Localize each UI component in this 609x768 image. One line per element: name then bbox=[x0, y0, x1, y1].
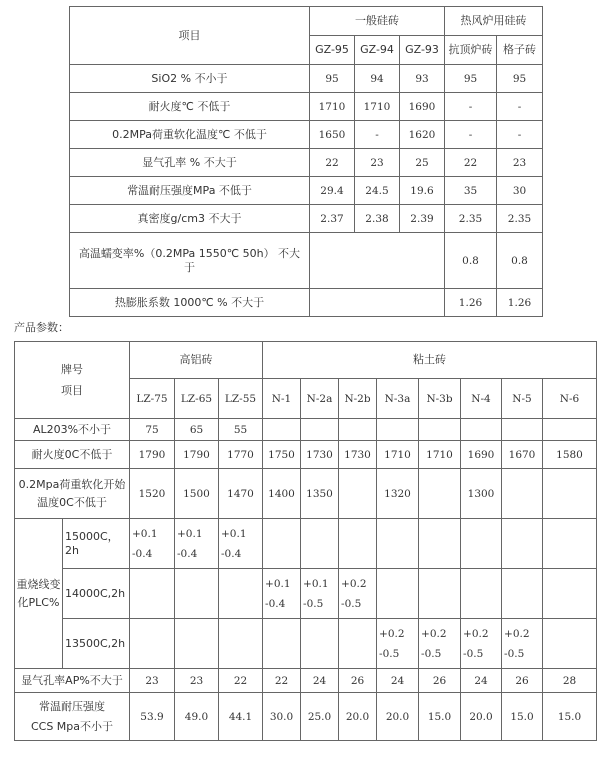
cell: 1320 bbox=[377, 469, 419, 519]
empty-cell bbox=[310, 289, 445, 317]
empty-cell bbox=[502, 469, 543, 519]
table-row bbox=[15, 569, 597, 619]
cell: 26 bbox=[502, 669, 543, 693]
plc-condition: 14000C,2h bbox=[63, 569, 130, 619]
header-clay-brick: 粘土砖 bbox=[263, 342, 597, 379]
cell: +0.1 -0.4 bbox=[130, 519, 175, 569]
cell: 1620 bbox=[400, 121, 445, 149]
cell: 1710 bbox=[419, 441, 461, 469]
cell: 1520 bbox=[130, 469, 175, 519]
cell: 26 bbox=[419, 669, 461, 693]
table-row bbox=[70, 65, 543, 93]
col-header: N-1 bbox=[263, 379, 301, 419]
cell: 1.26 bbox=[445, 289, 497, 317]
empty-cell bbox=[339, 619, 377, 669]
table-row bbox=[70, 289, 543, 317]
empty-cell bbox=[263, 419, 301, 441]
empty-cell bbox=[419, 469, 461, 519]
cell: 15.0 bbox=[502, 693, 543, 741]
cell: 1750 bbox=[263, 441, 301, 469]
cell: 1730 bbox=[301, 441, 339, 469]
cell: +0.1 -0.4 bbox=[175, 519, 219, 569]
table-row bbox=[15, 469, 597, 519]
cell: 2.37 bbox=[310, 205, 355, 233]
cell: 1670 bbox=[502, 441, 543, 469]
cell: 44.1 bbox=[219, 693, 263, 741]
col-header: N-4 bbox=[461, 379, 502, 419]
cell: 2.38 bbox=[355, 205, 400, 233]
cell: 1690 bbox=[400, 93, 445, 121]
empty-cell bbox=[419, 569, 461, 619]
cell: 26 bbox=[339, 669, 377, 693]
row-label: 耐火度0C不低于 bbox=[15, 441, 130, 469]
empty-cell bbox=[502, 569, 543, 619]
col-header: N-5 bbox=[502, 379, 543, 419]
empty-cell bbox=[175, 569, 219, 619]
empty-cell bbox=[502, 419, 543, 441]
table-row bbox=[70, 149, 543, 177]
empty-cell bbox=[461, 569, 502, 619]
cell: 1300 bbox=[461, 469, 502, 519]
table-row bbox=[70, 177, 543, 205]
plc-condition: 15000C，2h bbox=[63, 519, 130, 569]
empty-cell bbox=[543, 619, 597, 669]
cell: 20.0 bbox=[339, 693, 377, 741]
cell: 93 bbox=[400, 65, 445, 93]
empty-cell bbox=[301, 419, 339, 441]
cell: - bbox=[445, 93, 497, 121]
empty-cell bbox=[263, 519, 301, 569]
cell: 23 bbox=[355, 149, 400, 177]
cell: 15.0 bbox=[543, 693, 597, 741]
cell: 55 bbox=[219, 419, 263, 441]
empty-cell bbox=[219, 619, 263, 669]
header-high-alumina: 高铝砖 bbox=[130, 342, 263, 379]
empty-cell bbox=[301, 519, 339, 569]
empty-cell bbox=[263, 619, 301, 669]
row-label: 0.2MPa荷重软化温度℃ 不低于 bbox=[70, 121, 310, 149]
table-row bbox=[70, 205, 543, 233]
table-row bbox=[15, 441, 597, 469]
col-header: 格子砖 bbox=[497, 36, 543, 65]
cell: 0.8 bbox=[497, 233, 543, 289]
row-label-plc: 重烧线变化PLC% bbox=[15, 519, 63, 669]
empty-cell bbox=[377, 519, 419, 569]
cell: 22 bbox=[445, 149, 497, 177]
empty-cell bbox=[461, 519, 502, 569]
empty-cell bbox=[461, 419, 502, 441]
cell: 1400 bbox=[263, 469, 301, 519]
col-header: GZ-94 bbox=[355, 36, 400, 65]
empty-cell bbox=[130, 619, 175, 669]
col-header: GZ-93 bbox=[400, 36, 445, 65]
cell: 49.0 bbox=[175, 693, 219, 741]
cell: 1690 bbox=[461, 441, 502, 469]
cell: 35 bbox=[445, 177, 497, 205]
col-header: LZ-75 bbox=[130, 379, 175, 419]
cell: +0.2 -0.5 bbox=[377, 619, 419, 669]
cell: 1580 bbox=[543, 441, 597, 469]
cell: 23 bbox=[130, 669, 175, 693]
cell: 22 bbox=[310, 149, 355, 177]
empty-cell bbox=[543, 569, 597, 619]
cell: 28 bbox=[543, 669, 597, 693]
cell: +0.2 -0.5 bbox=[339, 569, 377, 619]
cell: +0.2 -0.5 bbox=[461, 619, 502, 669]
table-row bbox=[15, 669, 597, 693]
empty-cell bbox=[377, 569, 419, 619]
table-row bbox=[70, 121, 543, 149]
alumina-clay-brick-table bbox=[14, 341, 597, 741]
cell: 1500 bbox=[175, 469, 219, 519]
empty-cell bbox=[419, 419, 461, 441]
table-row bbox=[15, 519, 597, 569]
cell: 23 bbox=[497, 149, 543, 177]
row-label: 真密度g/cm3 不大于 bbox=[70, 205, 310, 233]
header-brand-item: 牌号 项目 bbox=[15, 342, 130, 419]
cell: 95 bbox=[310, 65, 355, 93]
cell: - bbox=[497, 93, 543, 121]
cell: 23 bbox=[175, 669, 219, 693]
col-header: N-3a bbox=[377, 379, 419, 419]
cell: +0.1 -0.4 bbox=[219, 519, 263, 569]
col-header: N-2b bbox=[339, 379, 377, 419]
table-row bbox=[15, 419, 597, 441]
table-row bbox=[15, 619, 597, 669]
table-row bbox=[70, 233, 543, 289]
cell: 53.9 bbox=[130, 693, 175, 741]
cell: 24 bbox=[461, 669, 502, 693]
col-header: 抗顶炉砖 bbox=[445, 36, 497, 65]
cell: +0.2 -0.5 bbox=[502, 619, 543, 669]
cell: 95 bbox=[497, 65, 543, 93]
cell: 30.0 bbox=[263, 693, 301, 741]
header-general-silica: 一般硅砖 bbox=[310, 7, 445, 36]
header-hot-blast-silica: 热风炉用硅砖 bbox=[445, 7, 543, 36]
cell: 29.4 bbox=[310, 177, 355, 205]
row-label: 常温耐压强度 CCS Mpa不小于 bbox=[15, 693, 130, 741]
empty-cell bbox=[419, 519, 461, 569]
row-label: SiO2 % 不小于 bbox=[70, 65, 310, 93]
col-header: N-6 bbox=[543, 379, 597, 419]
row-label: AL203%不小于 bbox=[15, 419, 130, 441]
cell: 25 bbox=[400, 149, 445, 177]
row-label: 常温耐压强度MPa 不低于 bbox=[70, 177, 310, 205]
empty-cell bbox=[543, 519, 597, 569]
cell: - bbox=[355, 121, 400, 149]
cell: 1790 bbox=[175, 441, 219, 469]
col-header: N-3b bbox=[419, 379, 461, 419]
product-params-caption: 产品参数： bbox=[14, 321, 69, 334]
row-label: 热膨胀系数 1000℃ % 不大于 bbox=[70, 289, 310, 317]
empty-cell bbox=[310, 233, 445, 289]
cell: 1.26 bbox=[497, 289, 543, 317]
empty-cell bbox=[301, 619, 339, 669]
cell: 1710 bbox=[355, 93, 400, 121]
cell: 94 bbox=[355, 65, 400, 93]
col-header: LZ-65 bbox=[175, 379, 219, 419]
cell: 0.8 bbox=[445, 233, 497, 289]
empty-cell bbox=[339, 519, 377, 569]
cell: 2.35 bbox=[445, 205, 497, 233]
cell: 25.0 bbox=[301, 693, 339, 741]
table-row bbox=[70, 93, 543, 121]
cell: 1650 bbox=[310, 121, 355, 149]
empty-cell bbox=[502, 519, 543, 569]
cell: 1770 bbox=[219, 441, 263, 469]
empty-cell bbox=[543, 469, 597, 519]
cell: 2.35 bbox=[497, 205, 543, 233]
col-header: N-2a bbox=[301, 379, 339, 419]
cell: +0.1 -0.5 bbox=[301, 569, 339, 619]
row-label: 显气孔率 % 不大于 bbox=[70, 149, 310, 177]
cell: 20.0 bbox=[377, 693, 419, 741]
cell: 22 bbox=[263, 669, 301, 693]
row-label: 耐火度℃ 不低于 bbox=[70, 93, 310, 121]
cell: +0.1 -0.4 bbox=[263, 569, 301, 619]
cell: 1730 bbox=[339, 441, 377, 469]
header-item: 项目 bbox=[70, 7, 310, 65]
cell: 22 bbox=[219, 669, 263, 693]
cell: 30 bbox=[497, 177, 543, 205]
plc-condition: 13500C,2h bbox=[63, 619, 130, 669]
cell: 24.5 bbox=[355, 177, 400, 205]
empty-cell bbox=[543, 419, 597, 441]
empty-cell bbox=[339, 419, 377, 441]
cell: 24 bbox=[301, 669, 339, 693]
empty-cell bbox=[339, 469, 377, 519]
cell: 1470 bbox=[219, 469, 263, 519]
cell: - bbox=[497, 121, 543, 149]
empty-cell bbox=[130, 569, 175, 619]
cell: 1710 bbox=[377, 441, 419, 469]
cell: 1710 bbox=[310, 93, 355, 121]
cell: +0.2 -0.5 bbox=[419, 619, 461, 669]
cell: 95 bbox=[445, 65, 497, 93]
row-label: 高温蠕变率%（0.2MPa 1550℃ 50h） 不大于 bbox=[70, 233, 310, 289]
cell: 1790 bbox=[130, 441, 175, 469]
empty-cell bbox=[175, 619, 219, 669]
cell: 75 bbox=[130, 419, 175, 441]
row-label: 0.2Mpa荷重软化开始温度0C不低于 bbox=[15, 469, 130, 519]
silica-brick-table bbox=[69, 6, 543, 317]
empty-cell bbox=[377, 419, 419, 441]
cell: 19.6 bbox=[400, 177, 445, 205]
table-row bbox=[15, 693, 597, 741]
cell: 20.0 bbox=[461, 693, 502, 741]
col-header: LZ-55 bbox=[219, 379, 263, 419]
cell: 2.39 bbox=[400, 205, 445, 233]
cell: 65 bbox=[175, 419, 219, 441]
cell: 1350 bbox=[301, 469, 339, 519]
cell: - bbox=[445, 121, 497, 149]
empty-cell bbox=[219, 569, 263, 619]
cell: 24 bbox=[377, 669, 419, 693]
cell: 15.0 bbox=[419, 693, 461, 741]
col-header: GZ-95 bbox=[310, 36, 355, 65]
row-label: 显气孔率AP%不大于 bbox=[15, 669, 130, 693]
